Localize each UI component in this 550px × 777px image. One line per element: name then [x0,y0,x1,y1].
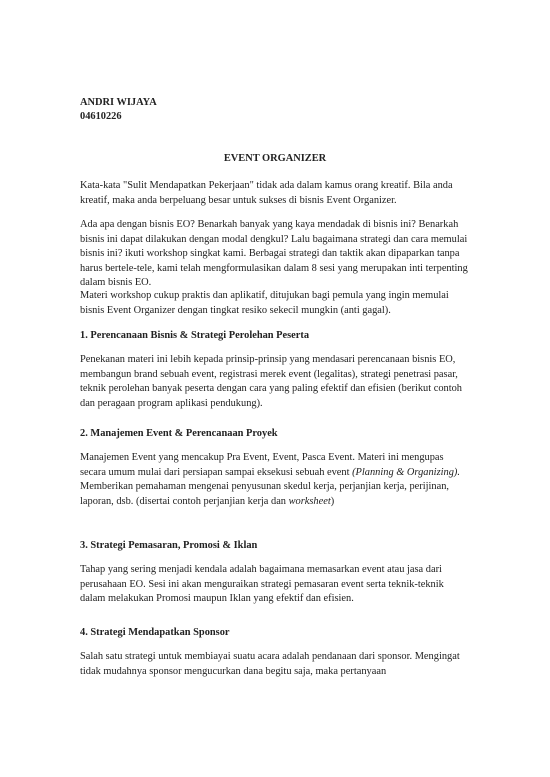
section-body-2 [80,451,470,509]
intro-paragraph-3: Materi workshop cukup praktis dan aplikatif, ditujukan bagi pemula yang ingin memulai bisnis Event Organizer dengan tingkat resiko sekecil mungkin (anti gagal). [80,290,449,316]
section-body-2-emphasis-1: (Planning & Organizing). [352,466,460,478]
author-id: 04610226 [80,111,122,122]
document-title: EVENT ORGANIZER [223,153,327,164]
section-heading-3: 3. Strategi Pemasaran, Promosi & Iklan [80,540,258,551]
section-heading-4: 4. Strategi Mendapatkan Sponsor [80,627,230,638]
author-name: ANDRI WIJAYA [80,97,157,108]
intro-paragraph-1: Kata-kata "Sulit Mendapatkan Pekerjaan" tidak ada dalam kamus orang kreatif. Bila anda kreatif, maka anda berpeluang besar untuk sukses di bisnis Event Organizer. [80,180,453,206]
section-body-3: Tahap yang sering menjadi kendala adalah bagaimana memasarkan event atau jasa dari perusahaan EO. Sesi ini akan menguraikan strategi pemasaran event serta teknik-teknik dalam melakukan Promosi maupun Iklan yang efektif dan efisien. [80,564,444,605]
section-body-2-emphasis-2: worksheet [288,495,331,507]
section-heading-1: 1. Perencanaan Bisnis & Strategi Perolehan Peserta [80,330,310,341]
section-body-1: Penekanan materi ini lebih kepada prinsip-prinsip yang mendasari perencanaan bisnis EO, membangun brand sebuah event, registrasi merek event (legalitas), strategi penetrasi pasar, teknik perolehan banyak peserta dengan cara yang paling efektif dan efisien (berikut contoh dan peragaan program aplikasi pendukung). [80,354,462,409]
section-body-2-text-c: ) [330,495,335,507]
section-body-2-text-a: Manajemen Event yang mencakup Pra Event, Event, Pasca Event. Materi ini mengupas secara umum mulai dari persiapan sampai eksekusi sebuah event [80,452,444,478]
document-page [80,96,470,677]
intro-paragraph-2: Ada apa dengan bisnis EO? Benarkah banyak yang kaya mendadak di bisnis ini? Benarkah bisnis ini dapat dilakukan dengan modal dengkul? Lalu bagaimana strategi dan cara memulai bisnis ini? ikuti workshop singkat kami. Berbagai strategi dan taktik akan dipaparkan tanpa harus bertele-tele, kami telah mengformulasikan dalam 8 sesi yang merupakan inti terpenting dalam bisnis EO. [80,219,468,289]
section-body-4: Salah satu strategi untuk membiayai suatu acara adalah pendanaan dari sponsor. Mengingat tidak mudahnya sponsor mengucurkan dana begitu saja, maka pertanyaan [80,651,460,677]
section-heading-2: 2. Manajemen Event & Perencanaan Proyek [80,428,278,439]
section-body-2-text-b: Memberikan pemahaman mengenai penyusunan skedul kerja, perjanjian kerja, perijinan, laporan, dsb. (disertai contoh perjanjian kerja dan [80,481,450,507]
